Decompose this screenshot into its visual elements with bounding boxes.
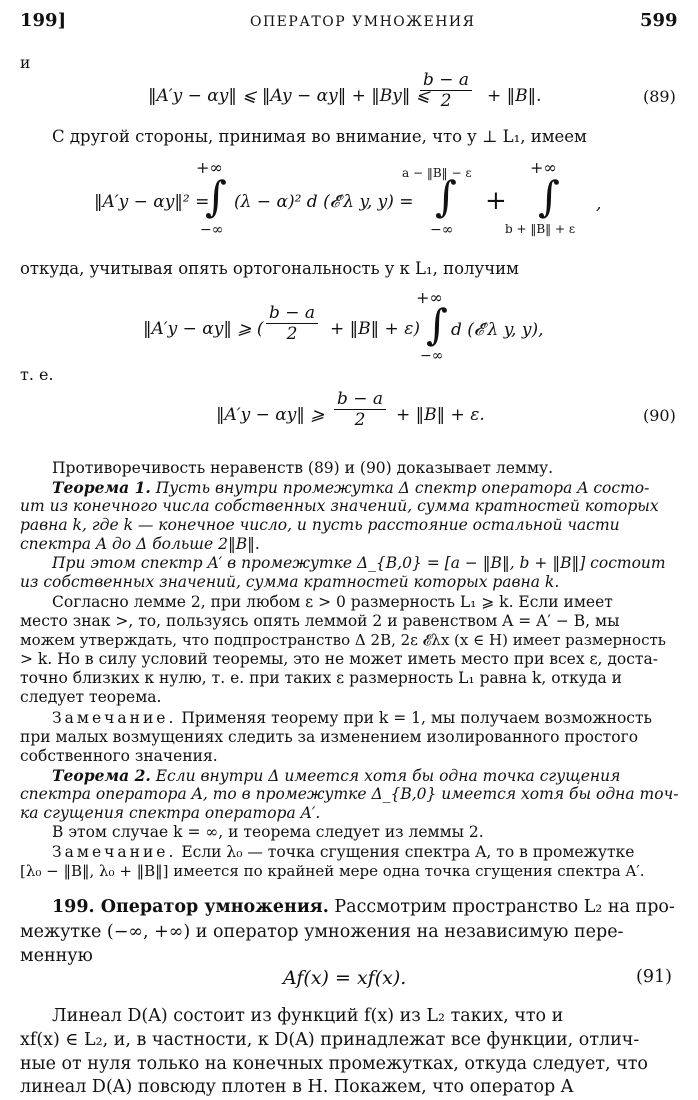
integral-sign-3: ∫ <box>538 172 560 221</box>
section-heading: 199. Оператор умножения. <box>52 897 329 917</box>
remark1-line1: Замечание. Применяя теорему при k = 1, мы получаем возможность <box>52 709 652 727</box>
proof-line5: точно близких к нулю, т. е. при таких ε размерность L₁ равна k, откуда и <box>20 669 622 687</box>
proof-line4: > k. Но в силу условий теоремы, это не может иметь место при всех ε, доста- <box>20 650 658 668</box>
page-number: 599 <box>640 10 678 31</box>
remark2-line1: Замечание. Если λ₀ — точка сгущения спектра A, то в промежутке <box>52 843 635 861</box>
remark2-head: Замечание. <box>52 843 177 861</box>
eq91-label: (91) <box>636 967 672 987</box>
theorem1b-line2: из собственных значений, сумма кратностей которых равна k. <box>20 573 560 591</box>
theorem1-line2: ит из конечного числа собственных значений, сумма кратностей которых <box>20 497 659 515</box>
intro-line: С другой стороны, принимая во внимание, что y ⊥ L₁, имеем <box>52 127 587 146</box>
eq90-right: + ‖B‖ + ε. <box>396 405 485 425</box>
integral-sign-1: ∫ <box>205 172 227 221</box>
theorem2-line1: Теорема 2. Если внутри Δ имеется хотя бы одна точка сгущения <box>52 766 621 785</box>
ineq-left: ‖A′y − αy‖ ⩾ ( <box>143 319 264 339</box>
chapter-number: 199] <box>20 10 67 31</box>
int1-sub: −∞ <box>200 222 224 238</box>
eq89-denominator: 2 <box>440 91 452 111</box>
int1-body: (λ − α)² d (𝓔′λ y, y) = <box>234 192 414 212</box>
and-word: и <box>20 54 31 72</box>
proof-line6: следует теорема. <box>20 688 162 706</box>
int1-left: ‖A′y − αy‖² = <box>94 192 210 212</box>
eq89-left: ‖A′y − αy‖ ⩽ ‖Ay − αy‖ + ‖By‖ ⩽ <box>148 86 431 106</box>
theorem2-line2: спектра оператора A, то в промежутке Δ_{B,0} имеется хотя бы одна точ- <box>20 785 679 803</box>
theorem1b-line1: При этом спектр A′ в промежутке Δ_{B,0} = [a − ‖B‖, b + ‖B‖] состоит <box>52 554 666 572</box>
eq89-label: (89) <box>643 87 676 106</box>
int1-sup: +∞ <box>196 158 223 177</box>
contradiction-line: Противоречивость неравенств (89) и (90) доказывает лемму. <box>52 459 554 477</box>
ineq-sup: +∞ <box>416 288 443 307</box>
para-line3: ные от нуля только на конечных промежутках, откуда следует, что <box>20 1054 648 1074</box>
ineq-fraction <box>266 303 318 344</box>
proof-line3: можем утверждать, что подпространство Δ 2B, 2ε 𝓔λx (x ∈ H) имеет размерность <box>20 631 666 649</box>
integral-sign-4: ∫ <box>426 300 448 349</box>
whence-line: откуда, учитывая опять ортогональность y к L₁, получим <box>20 259 519 278</box>
running-title: ОПЕРАТОР УМНОЖЕНИЯ <box>250 14 476 30</box>
ie-text: т. е. <box>20 365 54 384</box>
theorem1-line3: равна k, где k — конечное число, и пусть расстояние остальной части <box>20 516 620 534</box>
int3-sup: +∞ <box>530 158 557 177</box>
case-line: В этом случае k = ∞, и теорема следует из леммы 2. <box>52 823 484 841</box>
eq90-denominator: 2 <box>354 410 366 430</box>
eq90-numerator: b − a <box>334 389 386 410</box>
section-line3: менную <box>20 946 93 966</box>
eq90-left: ‖A′y − αy‖ ⩾ <box>216 405 325 425</box>
proof-line1: Согласно лемме 2, при любом ε > 0 размерность L₁ ⩾ k. Если имеет <box>52 593 613 611</box>
para-line1: Линеал D(A) состоит из функций f(x) из L₂ таких, что и <box>52 1006 564 1026</box>
int-comma: , <box>596 194 602 214</box>
int2-sub: −∞ <box>430 222 454 238</box>
eq90-label: (90) <box>643 406 676 425</box>
ineq-body: d (𝓔′λ y, y), <box>451 320 544 340</box>
remark2-line2: [λ₀ − ‖B‖, λ₀ + ‖B‖] имеется по крайней мере одна точка сгущения спектра A′. <box>20 862 645 880</box>
theorem1-head: Теорема 1. <box>52 478 151 497</box>
integral-sign-2: ∫ <box>435 172 457 221</box>
int2-sup: a − ‖B‖ − ε <box>402 166 472 180</box>
eq89-right: + ‖B‖. <box>487 86 542 106</box>
ineq-mid: + ‖B‖ + ε) <box>330 319 420 339</box>
remark1-line2: при малых возмущениях следить за изменением изолированного простого <box>20 728 639 746</box>
para-line4: линеал D(A) повсюду плотен в H. Покажем, что оператор A <box>20 1077 574 1097</box>
section-line2: межутке (−∞, +∞) и оператор умножения на независимую пере- <box>20 922 624 942</box>
theorem2-line3: ка сгущения спектра оператора A′. <box>20 804 321 822</box>
section-line1: 199. Оператор умножения. Рассмотрим пространство L₂ на про- <box>52 897 675 917</box>
ineq-sub: −∞ <box>420 348 444 364</box>
int3-sub: b + ‖B‖ + ε <box>505 222 576 236</box>
eq89-fraction <box>420 70 472 111</box>
para-line2: xf(x) ∈ L₂, и, в частности, к D(A) принадлежат все функции, отлич- <box>20 1030 640 1050</box>
remark1-line3: собственного значения. <box>20 747 218 765</box>
theorem2-head: Теорема 2. <box>52 766 151 785</box>
eq90-fraction <box>334 389 386 430</box>
theorem1-line1: Теорема 1. Пусть внутри промежутка Δ спектр оператора A состо- <box>52 478 650 497</box>
eq89-numerator: b − a <box>420 70 472 91</box>
remark1-head: Замечание. <box>52 709 177 727</box>
proof-line2: место знак >, то, пользуясь опять леммой 2 и равенством A = A′ − B, мы <box>20 612 620 630</box>
ineq-denominator: 2 <box>286 324 298 344</box>
plus-sign: + <box>485 186 507 216</box>
eq91: Af(x) = xf(x). <box>283 967 407 989</box>
theorem1-line4: спектра A до Δ больше 2‖B‖. <box>20 535 260 553</box>
ineq-numerator: b − a <box>266 303 318 324</box>
